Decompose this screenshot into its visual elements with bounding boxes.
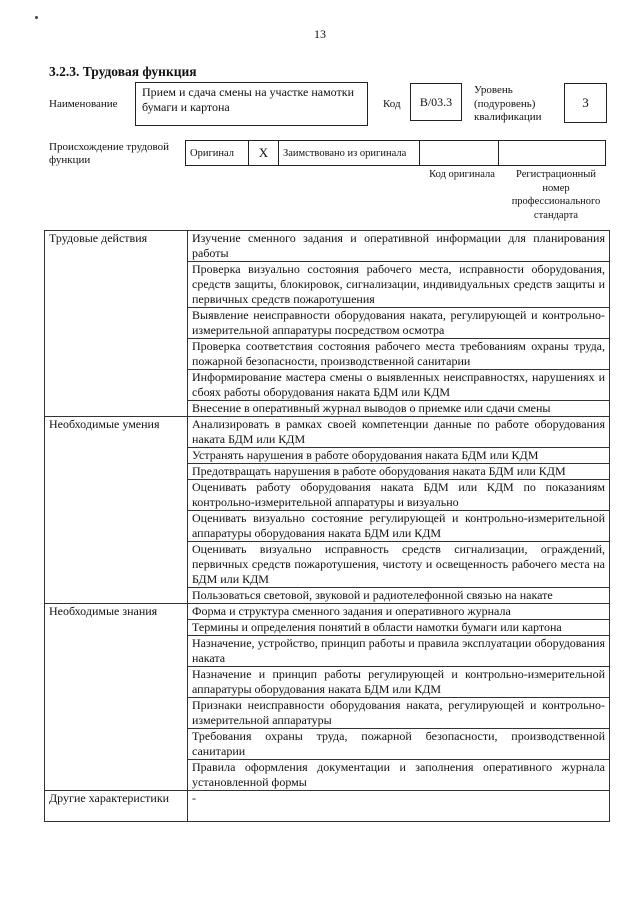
function-code-box: B/03.3 xyxy=(410,83,462,121)
origin-code-caption: Код оригинала xyxy=(429,169,495,180)
item-cell: Оценивать визуально состояние регулирующей и контрольно-измерительной аппаратуры оборудования наката БДМ или КДМ xyxy=(188,511,610,542)
item-cell: Предотвращать нарушения в работе оборудования наката БДМ или КДМ xyxy=(188,464,610,480)
page-number: 13 xyxy=(314,27,326,41)
category-cell: Другие характеристики xyxy=(45,791,188,822)
table-row xyxy=(45,417,610,448)
item-cell: Проверка соответствия состояния рабочего места требованиям охраны труда, пожарной безопасности, производственной санитарии xyxy=(188,339,610,370)
origin-label: Происхождение трудовой функции xyxy=(49,141,170,166)
category-cell: Трудовые действия xyxy=(45,231,188,417)
category-cell: Необходимые знания xyxy=(45,604,188,791)
item-cell: Пользоваться световой, звуковой и радиотелефонной связью на накате xyxy=(188,588,610,604)
origin-reg-cell xyxy=(498,140,606,166)
section-title: 3.2.3. Трудовая функция xyxy=(49,64,197,79)
table-row xyxy=(45,791,610,822)
item-cell: Изучение сменного задания и оперативной информации для планирования работы xyxy=(188,231,610,262)
item-cell: Проверка визуально состояния рабочего места, исправности оборудования, средств защиты, блокировок, сигнализации, индивидуальных средств защиты и первичных средств пожаротушения xyxy=(188,262,610,308)
name-label: Наименование xyxy=(49,98,118,110)
origin-original-cell: Оригинал xyxy=(185,140,249,166)
level-label: Уровень (подуровень) квалификации xyxy=(474,84,542,123)
item-cell: - xyxy=(188,791,610,822)
item-cell: Термины и определения понятий в области намотки бумаги или картона xyxy=(188,620,610,636)
item-cell: Внесение в оперативный журнал выводов о приемке или сдачи смены xyxy=(188,401,610,417)
item-cell: Оценивать работу оборудования наката БДМ или КДМ по показаниям контрольно-измерительной аппаратуры и визуально xyxy=(188,480,610,511)
function-table xyxy=(44,230,610,822)
item-cell: Правила оформления документации и заполнения оперативного журнала установленной формы xyxy=(188,760,610,791)
category-cell: Необходимые умения xyxy=(45,417,188,604)
table-row xyxy=(45,231,610,262)
item-cell: Информирование мастера смены о выявленных неисправностях, нарушениях и сбоях работы оборудования наката БДМ или КДМ xyxy=(188,370,610,401)
table-row xyxy=(45,604,610,620)
item-cell: Форма и структура сменного задания и оперативного журнала xyxy=(188,604,610,620)
item-cell: Анализировать в рамках своей компетенции данные по работе оборудования наката БДМ или КДМ xyxy=(188,417,610,448)
item-cell: Признаки неисправности оборудования наката, регулирующей и контрольно-измерительной аппаратуры xyxy=(188,698,610,729)
item-cell: Оценивать визуально исправность средств сигнализации, ограждений, первичных средств пожаротушения, чистоту и освещенность рабочего места на БДМ или КДМ xyxy=(188,542,610,588)
origin-row xyxy=(185,140,607,166)
origin-reg-caption: Регистрационный номер профессионального стандарта xyxy=(511,169,601,221)
item-cell: Назначение и принцип работы регулирующей и контрольно-измерительной аппаратуры оборудования наката БДМ или КДМ xyxy=(188,667,610,698)
function-name-box: Прием и сдача смены на участке намотки бумаги и картона xyxy=(135,82,368,126)
scan-speck xyxy=(35,16,38,19)
item-cell: Назначение, устройство, принцип работы и правила эксплуатации оборудования наката xyxy=(188,636,610,667)
level-box: 3 xyxy=(564,83,607,123)
code-label: Код xyxy=(383,98,401,110)
item-cell: Выявление неисправности оборудования наката, регулирующей и контрольно-измерительной аппаратуры посредством осмотра xyxy=(188,308,610,339)
item-cell: Устранять нарушения в работе оборудования наката БДМ или КДМ xyxy=(188,448,610,464)
origin-borrowed-cell: Заимствовано из оригинала xyxy=(278,140,420,166)
item-cell: Требования охраны труда, пожарной безопасности, производственной санитарии xyxy=(188,729,610,760)
origin-code-cell xyxy=(419,140,499,166)
origin-mark-cell: X xyxy=(248,140,279,166)
